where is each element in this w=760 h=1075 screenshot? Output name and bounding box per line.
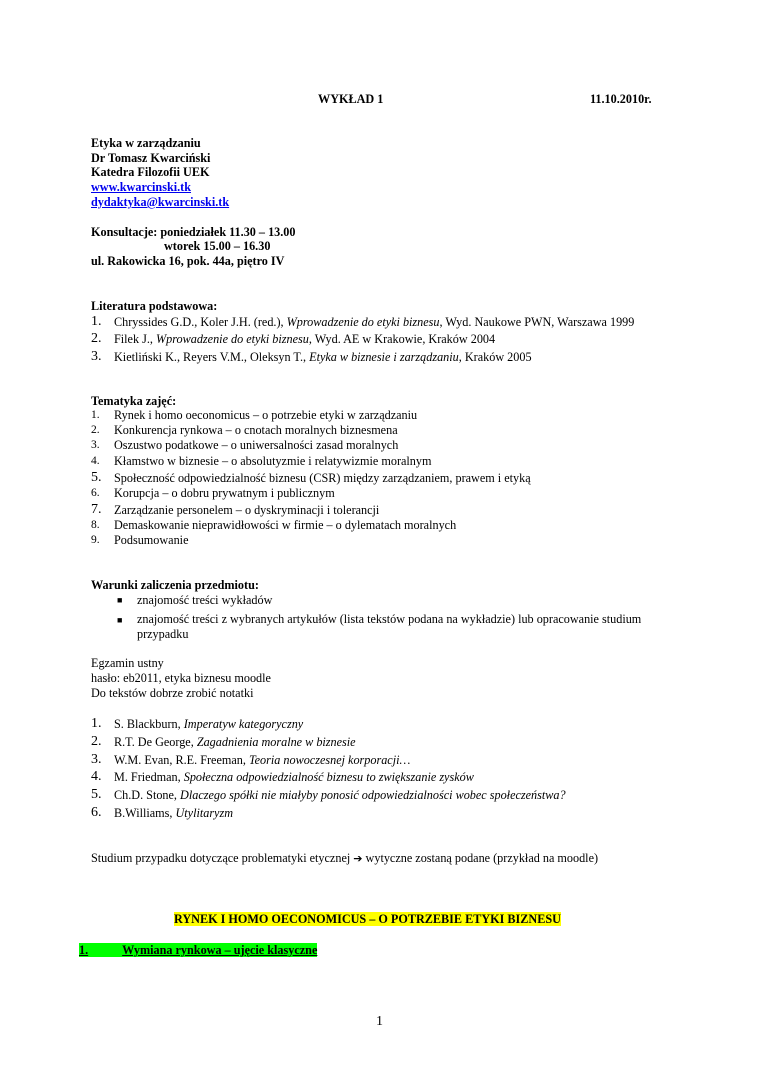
reading-item: B.Williams, Utylitaryzm — [114, 806, 234, 820]
requirement-item: znajomość treści wykładów — [137, 593, 273, 607]
consultations-time1: poniedziałek 11.30 – 13.00 — [160, 225, 296, 239]
reading-item: M. Friedman, Społeczna odpowiedzialność biznesu to zwiększanie zysków — [114, 770, 474, 784]
literature-item: Chryssides G.D., Koler J.H. (red.), Wprowadzenie do etyki biznesu, Wyd. Naukowe PWN, Warszawa 1999 — [114, 315, 635, 329]
topic-number: 2. — [91, 424, 100, 436]
requirement-item-continued: przypadku — [137, 627, 189, 641]
email-link[interactable]: dydaktyka@kwarcinski.tk — [91, 195, 230, 209]
topic-item: Konkurencja rynkowa – o cnotach moralnych biznesmena — [114, 423, 398, 437]
topic-number: 8. — [91, 519, 100, 531]
consultations-line1 — [91, 225, 296, 240]
topic-item: Społeczność odpowiedzialność biznesu (CSR) między zarządzaniem, prawem i etyką — [114, 471, 531, 485]
reading-item: S. Blackburn, Imperatyw kategoryczny — [114, 717, 304, 731]
reading-number: 4. — [91, 769, 102, 784]
subsection-number: 1. — [79, 943, 122, 957]
topic-number: 4. — [91, 455, 100, 467]
literature-item: Filek J., Wprowadzenie do etyki biznesu, Wyd. AE w Krakowie, Kraków 2004 — [114, 332, 496, 346]
reading-number: 2. — [91, 734, 102, 749]
topic-item: Zarządzanie personelem – o dyskryminacji i tolerancji — [114, 503, 380, 517]
reading-number: 3. — [91, 752, 102, 767]
reading-item: W.M. Evan, R.E. Freeman, Teoria nowoczesnej korporacji… — [114, 753, 411, 767]
requirements-heading: Warunki zaliczenia przedmiotu: — [91, 578, 259, 592]
consultations-time2: wtorek 15.00 – 16.30 — [164, 239, 271, 253]
topic-item: Kłamstwo w biznesie – o absolutyzmie i relatywizmie moralnym — [114, 454, 432, 468]
subsection-heading — [79, 943, 317, 958]
topic-item: Rynek i homo oeconomicus – o potrzebie etyki w zarządzaniu — [114, 408, 418, 422]
website-link[interactable]: www.kwarcinski.tk — [91, 180, 192, 194]
lecturer-name: Dr Tomasz Kwarciński — [91, 151, 211, 165]
reading-item: R.T. De George, Zagadnienia moralne w biznesie — [114, 735, 356, 749]
reading-number: 6. — [91, 805, 102, 820]
page-number: 1 — [376, 1014, 383, 1029]
topic-item: Podsumowanie — [114, 533, 189, 547]
topic-item: Oszustwo podatkowe – o uniwersalności zasad moralnych — [114, 438, 399, 452]
course-title: Etyka w zarządzaniu — [91, 136, 201, 150]
topic-item: Demaskowanie nieprawidłowości w firmie – o dylematach moralnych — [114, 518, 457, 532]
topic-number: 1. — [91, 409, 100, 421]
literature-number: 3. — [91, 349, 102, 364]
subsection-title: Wymiana rynkowa – ujęcie klasyczne — [122, 943, 318, 957]
bullet-icon: ■ — [117, 595, 123, 605]
reading-number: 5. — [91, 787, 102, 802]
literature-number: 1. — [91, 314, 102, 329]
topic-item: Korupcja – o dobru prywatnym i publicznym — [114, 486, 335, 500]
literature-item: Kietliński K., Reyers V.M., Oleksyn T., Etyka w biznesie i zarządzaniu, Kraków 2005 — [114, 350, 532, 364]
lecture-date: 11.10.2010r. — [590, 92, 652, 106]
topic-number: 7. — [91, 502, 102, 517]
topic-number: 6. — [91, 487, 100, 499]
bullet-icon: ■ — [117, 615, 123, 625]
consultations-address: ul. Rakowicka 16, pok. 44a, piętro IV — [91, 254, 285, 268]
topics-heading: Tematyka zajęć: — [91, 394, 177, 408]
topic-number: 9. — [91, 534, 100, 546]
literature-heading: Literatura podstawowa: — [91, 299, 218, 313]
consultations-label: Konsultacje: — [91, 225, 158, 239]
topic-number: 3. — [91, 439, 100, 451]
lecture-title: WYKŁAD 1 — [318, 92, 384, 106]
department: Katedra Filozofii UEK — [91, 165, 210, 179]
case-study-line: Studium przypadku dotyczące problematyki etycznej ➔ wytyczne zostaną podane (przykład na moodle) — [91, 851, 599, 865]
reading-number: 1. — [91, 716, 102, 731]
exam-password: hasło: eb2011, etyka biznesu moodle — [91, 671, 271, 685]
requirement-item: znajomość treści z wybranych artykułów (lista tekstów podana na wykładzie) lub opracowanie studium — [137, 612, 642, 626]
exam-line: Egzamin ustny — [91, 656, 164, 670]
section-heading: RYNEK I HOMO OECONOMICUS – O POTRZEBIE ETYKI BIZNESU — [174, 912, 561, 926]
arrow-right-icon: ➔ — [353, 852, 363, 865]
literature-number: 2. — [91, 331, 102, 346]
topic-number: 5. — [91, 470, 102, 485]
exam-note: Do tekstów dobrze zrobić notatki — [91, 686, 254, 700]
reading-item: Ch.D. Stone, Dlaczego spółki nie miałyby ponosić odpowiedzialności wobec społeczeństwa? — [114, 788, 566, 802]
